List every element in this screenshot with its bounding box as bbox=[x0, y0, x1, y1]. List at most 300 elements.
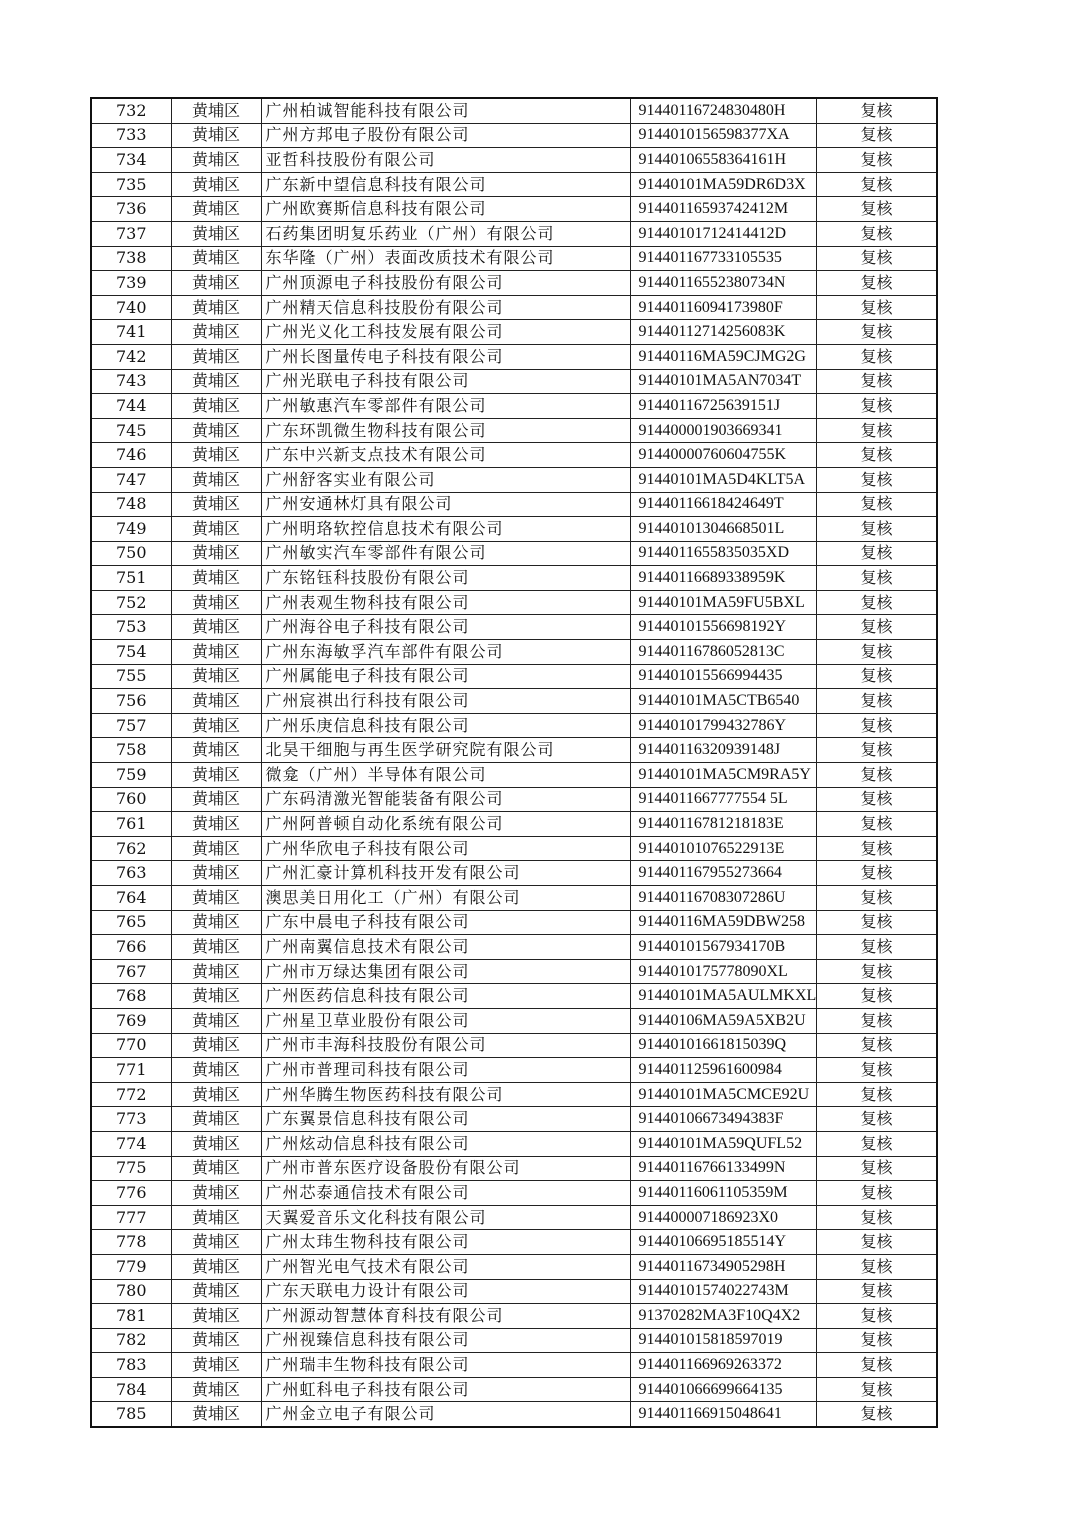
credit-code-cell: 914401167733105535 bbox=[630, 246, 817, 271]
credit-code-cell: 91440112714256083K bbox=[630, 320, 817, 345]
credit-code-cell: 91440116708307286U bbox=[630, 886, 817, 911]
review-type-cell: 复核 bbox=[817, 1254, 937, 1279]
row-number: 765 bbox=[91, 910, 171, 935]
credit-code-cell: 914401015818597019 bbox=[630, 1328, 817, 1353]
district-cell: 黄埔区 bbox=[171, 517, 261, 542]
row-number: 762 bbox=[91, 836, 171, 861]
row-number: 776 bbox=[91, 1181, 171, 1206]
credit-code-cell: 91440116618424649T bbox=[630, 492, 817, 517]
credit-code-cell: 91370282MA3F10Q4X2 bbox=[630, 1304, 817, 1329]
table-row bbox=[91, 541, 937, 566]
company-name-cell: 微龛（广州）半导体有限公司 bbox=[261, 763, 630, 788]
review-type-cell: 复核 bbox=[817, 172, 937, 197]
credit-code-cell: 91440101712414412D bbox=[630, 221, 817, 246]
district-cell: 黄埔区 bbox=[171, 418, 261, 443]
review-type-cell: 复核 bbox=[817, 1230, 937, 1255]
credit-code-cell: 91440116724830480H bbox=[630, 98, 817, 123]
company-name-cell: 广州敏实汽车零部件有限公司 bbox=[261, 541, 630, 566]
table-row bbox=[91, 861, 937, 886]
review-type-cell: 复核 bbox=[817, 664, 937, 689]
district-cell: 黄埔区 bbox=[171, 763, 261, 788]
company-name-cell: 广州敏惠汽车零部件有限公司 bbox=[261, 394, 630, 419]
company-name-cell: 广州明珞软控信息技术有限公司 bbox=[261, 517, 630, 542]
table-row bbox=[91, 492, 937, 517]
review-type-cell: 复核 bbox=[817, 713, 937, 738]
table-row bbox=[91, 295, 937, 320]
review-type-cell: 复核 bbox=[817, 517, 937, 542]
company-name-cell: 广州市丰海科技股份有限公司 bbox=[261, 1033, 630, 1058]
row-number: 771 bbox=[91, 1058, 171, 1083]
table-row bbox=[91, 1230, 937, 1255]
row-number: 756 bbox=[91, 689, 171, 714]
review-type-cell: 复核 bbox=[817, 1279, 937, 1304]
table-row bbox=[91, 320, 937, 345]
credit-code-cell: 9144011655835035XD bbox=[630, 541, 817, 566]
credit-code-cell: 91440101MA5D4KLT5A bbox=[630, 467, 817, 492]
credit-code-cell: 91440101MA5AN7034T bbox=[630, 369, 817, 394]
review-type-cell: 复核 bbox=[817, 689, 937, 714]
row-number: 745 bbox=[91, 418, 171, 443]
review-type-cell: 复核 bbox=[817, 344, 937, 369]
district-cell: 黄埔区 bbox=[171, 1156, 261, 1181]
company-name-cell: 广州市万绿达集团有限公司 bbox=[261, 959, 630, 984]
table-row bbox=[91, 1402, 937, 1427]
row-number: 763 bbox=[91, 861, 171, 886]
table-row bbox=[91, 738, 937, 763]
company-name-cell: 广州瑞丰生物科技有限公司 bbox=[261, 1353, 630, 1378]
company-name-cell: 石药集团明复乐药业（广州）有限公司 bbox=[261, 221, 630, 246]
company-name-cell: 广州华欣电子科技有限公司 bbox=[261, 836, 630, 861]
review-type-cell: 复核 bbox=[817, 1107, 937, 1132]
credit-code-cell: 91440116781218183E bbox=[630, 812, 817, 837]
credit-code-cell: 91440101MA59FU5BXL bbox=[630, 590, 817, 615]
company-name-cell: 广州汇豪计算机科技开发有限公司 bbox=[261, 861, 630, 886]
row-number: 781 bbox=[91, 1304, 171, 1329]
credit-code-cell: 914401125961600984 bbox=[630, 1058, 817, 1083]
district-cell: 黄埔区 bbox=[171, 271, 261, 296]
table-row bbox=[91, 1377, 937, 1402]
district-cell: 黄埔区 bbox=[171, 1304, 261, 1329]
company-name-cell: 北昊干细胞与再生医学研究院有限公司 bbox=[261, 738, 630, 763]
district-cell: 黄埔区 bbox=[171, 984, 261, 1009]
table-row bbox=[91, 1279, 937, 1304]
review-type-cell: 复核 bbox=[817, 1008, 937, 1033]
company-name-cell: 广州源动智慧体育科技有限公司 bbox=[261, 1304, 630, 1329]
row-number: 769 bbox=[91, 1008, 171, 1033]
credit-code-cell: 91440101304668501L bbox=[630, 517, 817, 542]
district-cell: 黄埔区 bbox=[171, 1107, 261, 1132]
review-type-cell: 复核 bbox=[817, 1328, 937, 1353]
district-cell: 黄埔区 bbox=[171, 1377, 261, 1402]
district-cell: 黄埔区 bbox=[171, 246, 261, 271]
district-cell: 黄埔区 bbox=[171, 836, 261, 861]
credit-code-cell: 91440116094173980F bbox=[630, 295, 817, 320]
table-row bbox=[91, 836, 937, 861]
row-number: 743 bbox=[91, 369, 171, 394]
table-row bbox=[91, 148, 937, 173]
review-type-cell: 复核 bbox=[817, 123, 937, 148]
row-number: 759 bbox=[91, 763, 171, 788]
row-number: 778 bbox=[91, 1230, 171, 1255]
credit-code-cell: 91440116689338959K bbox=[630, 566, 817, 591]
credit-code-cell: 91440116593742412M bbox=[630, 197, 817, 222]
district-cell: 黄埔区 bbox=[171, 566, 261, 591]
credit-code-cell: 91440101MA5CMCE92U bbox=[630, 1082, 817, 1107]
district-cell: 黄埔区 bbox=[171, 886, 261, 911]
company-name-cell: 广州虹科电子科技有限公司 bbox=[261, 1377, 630, 1402]
review-type-cell: 复核 bbox=[817, 640, 937, 665]
row-number: 775 bbox=[91, 1156, 171, 1181]
credit-code-cell: 91440106558364161H bbox=[630, 148, 817, 173]
company-name-cell: 广州顶源电子科技股份有限公司 bbox=[261, 271, 630, 296]
credit-code-cell: 91440101MA5CM9RA5Y bbox=[630, 763, 817, 788]
credit-code-cell: 91440101MA59DR6D3X bbox=[630, 172, 817, 197]
row-number: 754 bbox=[91, 640, 171, 665]
review-type-cell: 复核 bbox=[817, 418, 937, 443]
company-name-cell: 广州东海敏孚汽车部件有限公司 bbox=[261, 640, 630, 665]
district-cell: 黄埔区 bbox=[171, 1033, 261, 1058]
district-cell: 黄埔区 bbox=[171, 1205, 261, 1230]
table-row bbox=[91, 664, 937, 689]
district-cell: 黄埔区 bbox=[171, 197, 261, 222]
table-row bbox=[91, 590, 937, 615]
row-number: 768 bbox=[91, 984, 171, 1009]
table-row bbox=[91, 172, 937, 197]
district-cell: 黄埔区 bbox=[171, 1181, 261, 1206]
review-type-cell: 复核 bbox=[817, 467, 937, 492]
table-row bbox=[91, 98, 937, 123]
row-number: 748 bbox=[91, 492, 171, 517]
table-row bbox=[91, 1082, 937, 1107]
review-type-cell: 复核 bbox=[817, 394, 937, 419]
review-type-cell: 复核 bbox=[817, 812, 937, 837]
review-type-cell: 复核 bbox=[817, 1304, 937, 1329]
table-row bbox=[91, 1008, 937, 1033]
company-name-cell: 广州光义化工科技发展有限公司 bbox=[261, 320, 630, 345]
company-name-cell: 广州欧赛斯信息科技有限公司 bbox=[261, 197, 630, 222]
company-name-cell: 广州光联电子科技有限公司 bbox=[261, 369, 630, 394]
company-name-cell: 广州精天信息科技股份有限公司 bbox=[261, 295, 630, 320]
company-name-cell: 澳思美日用化工（广州）有限公司 bbox=[261, 886, 630, 911]
table-row bbox=[91, 713, 937, 738]
credit-code-cell: 91440116786052813C bbox=[630, 640, 817, 665]
district-cell: 黄埔区 bbox=[171, 394, 261, 419]
company-name-cell: 广州华腾生物医药科技有限公司 bbox=[261, 1082, 630, 1107]
company-name-cell: 广州柏诚智能科技有限公司 bbox=[261, 98, 630, 123]
row-number: 755 bbox=[91, 664, 171, 689]
credit-code-cell: 91440101MA5CTB6540 bbox=[630, 689, 817, 714]
table-row bbox=[91, 394, 937, 419]
company-name-cell: 广东码清激光智能装备有限公司 bbox=[261, 787, 630, 812]
row-number: 782 bbox=[91, 1328, 171, 1353]
district-cell: 黄埔区 bbox=[171, 935, 261, 960]
review-type-cell: 复核 bbox=[817, 1082, 937, 1107]
table-row bbox=[91, 935, 937, 960]
district-cell: 黄埔区 bbox=[171, 812, 261, 837]
row-number: 750 bbox=[91, 541, 171, 566]
district-cell: 黄埔区 bbox=[171, 1353, 261, 1378]
row-number: 758 bbox=[91, 738, 171, 763]
row-number: 785 bbox=[91, 1402, 171, 1427]
table-row bbox=[91, 123, 937, 148]
table-row bbox=[91, 1353, 937, 1378]
review-type-cell: 复核 bbox=[817, 492, 937, 517]
row-number: 739 bbox=[91, 271, 171, 296]
review-type-cell: 复核 bbox=[817, 861, 937, 886]
row-number: 774 bbox=[91, 1131, 171, 1156]
credit-code-cell: 91440116MA59CJMG2G bbox=[630, 344, 817, 369]
table-row bbox=[91, 271, 937, 296]
credit-code-cell: 91440101076522913E bbox=[630, 836, 817, 861]
company-list-table bbox=[90, 97, 938, 1428]
row-number: 757 bbox=[91, 713, 171, 738]
credit-code-cell: 914400007186923X0 bbox=[630, 1205, 817, 1230]
company-name-cell: 广东新中望信息科技有限公司 bbox=[261, 172, 630, 197]
table-row bbox=[91, 467, 937, 492]
review-type-cell: 复核 bbox=[817, 836, 937, 861]
review-type-cell: 复核 bbox=[817, 1181, 937, 1206]
row-number: 733 bbox=[91, 123, 171, 148]
table-row bbox=[91, 1181, 937, 1206]
district-cell: 黄埔区 bbox=[171, 738, 261, 763]
district-cell: 黄埔区 bbox=[171, 443, 261, 468]
credit-code-cell: 91440101567934170B bbox=[630, 935, 817, 960]
district-cell: 黄埔区 bbox=[171, 1058, 261, 1083]
company-name-cell: 广州太玮生物科技有限公司 bbox=[261, 1230, 630, 1255]
review-type-cell: 复核 bbox=[817, 984, 937, 1009]
district-cell: 黄埔区 bbox=[171, 615, 261, 640]
row-number: 742 bbox=[91, 344, 171, 369]
table-row bbox=[91, 984, 937, 1009]
district-cell: 黄埔区 bbox=[171, 320, 261, 345]
row-number: 747 bbox=[91, 467, 171, 492]
review-type-cell: 复核 bbox=[817, 1033, 937, 1058]
credit-code-cell: 91440106695185514Y bbox=[630, 1230, 817, 1255]
company-name-cell: 广东翼景信息科技有限公司 bbox=[261, 1107, 630, 1132]
company-name-cell: 广州南翼信息技术有限公司 bbox=[261, 935, 630, 960]
company-name-cell: 广州舒客实业有限公司 bbox=[261, 467, 630, 492]
company-name-cell: 广东中兴新支点技术有限公司 bbox=[261, 443, 630, 468]
review-type-cell: 复核 bbox=[817, 566, 937, 591]
credit-code-cell: 91440101556698192Y bbox=[630, 615, 817, 640]
company-name-cell: 广州视臻信息科技有限公司 bbox=[261, 1328, 630, 1353]
review-type-cell: 复核 bbox=[817, 763, 937, 788]
table-row bbox=[91, 640, 937, 665]
district-cell: 黄埔区 bbox=[171, 959, 261, 984]
review-type-cell: 复核 bbox=[817, 1377, 937, 1402]
review-type-cell: 复核 bbox=[817, 1131, 937, 1156]
row-number: 780 bbox=[91, 1279, 171, 1304]
credit-code-cell: 91440116MA59DBW258 bbox=[630, 910, 817, 935]
row-number: 777 bbox=[91, 1205, 171, 1230]
company-name-cell: 广东天联电力设计有限公司 bbox=[261, 1279, 630, 1304]
district-cell: 黄埔区 bbox=[171, 295, 261, 320]
company-name-cell: 广州市普理司科技有限公司 bbox=[261, 1058, 630, 1083]
credit-code-cell: 91440116061105359M bbox=[630, 1181, 817, 1206]
review-type-cell: 复核 bbox=[817, 935, 937, 960]
company-name-cell: 广州宸祺出行科技有限公司 bbox=[261, 689, 630, 714]
table-row bbox=[91, 1304, 937, 1329]
district-cell: 黄埔区 bbox=[171, 1328, 261, 1353]
company-name-cell: 广州方邦电子股份有限公司 bbox=[261, 123, 630, 148]
company-name-cell: 广州安通林灯具有限公司 bbox=[261, 492, 630, 517]
district-cell: 黄埔区 bbox=[171, 689, 261, 714]
district-cell: 黄埔区 bbox=[171, 1230, 261, 1255]
row-number: 735 bbox=[91, 172, 171, 197]
review-type-cell: 复核 bbox=[817, 246, 937, 271]
row-number: 761 bbox=[91, 812, 171, 837]
credit-code-cell: 91440101MA5AULMKXL bbox=[630, 984, 817, 1009]
review-type-cell: 复核 bbox=[817, 1058, 937, 1083]
review-type-cell: 复核 bbox=[817, 615, 937, 640]
row-number: 740 bbox=[91, 295, 171, 320]
credit-code-cell: 91440116734905298H bbox=[630, 1254, 817, 1279]
table-row bbox=[91, 1107, 937, 1132]
table-row bbox=[91, 443, 937, 468]
credit-code-cell: 914401166969263372 bbox=[630, 1353, 817, 1378]
table-row bbox=[91, 369, 937, 394]
table-row bbox=[91, 1328, 937, 1353]
credit-code-cell: 914401015566994435 bbox=[630, 664, 817, 689]
table-body bbox=[91, 98, 937, 1427]
company-name-cell: 广州星卫草业股份有限公司 bbox=[261, 1008, 630, 1033]
row-number: 734 bbox=[91, 148, 171, 173]
review-type-cell: 复核 bbox=[817, 1353, 937, 1378]
row-number: 760 bbox=[91, 787, 171, 812]
company-name-cell: 广州属能电子科技有限公司 bbox=[261, 664, 630, 689]
review-type-cell: 复核 bbox=[817, 148, 937, 173]
review-type-cell: 复核 bbox=[817, 1205, 937, 1230]
district-cell: 黄埔区 bbox=[171, 467, 261, 492]
review-type-cell: 复核 bbox=[817, 271, 937, 296]
review-type-cell: 复核 bbox=[817, 910, 937, 935]
table-row bbox=[91, 1058, 937, 1083]
credit-code-cell: 91440000760604755K bbox=[630, 443, 817, 468]
district-cell: 黄埔区 bbox=[171, 492, 261, 517]
row-number: 751 bbox=[91, 566, 171, 591]
table-row bbox=[91, 246, 937, 271]
table-row bbox=[91, 615, 937, 640]
credit-code-cell: 914400001903669341 bbox=[630, 418, 817, 443]
review-type-cell: 复核 bbox=[817, 320, 937, 345]
credit-code-cell: 914401167955273664 bbox=[630, 861, 817, 886]
company-name-cell: 广州金立电子有限公司 bbox=[261, 1402, 630, 1427]
company-name-cell: 广州表观生物科技有限公司 bbox=[261, 590, 630, 615]
district-cell: 黄埔区 bbox=[171, 369, 261, 394]
row-number: 732 bbox=[91, 98, 171, 123]
company-name-cell: 广州医药信息科技有限公司 bbox=[261, 984, 630, 1009]
credit-code-cell: 91440101574022743M bbox=[630, 1279, 817, 1304]
row-number: 736 bbox=[91, 197, 171, 222]
district-cell: 黄埔区 bbox=[171, 787, 261, 812]
table-row bbox=[91, 344, 937, 369]
row-number: 770 bbox=[91, 1033, 171, 1058]
table-row bbox=[91, 1156, 937, 1181]
review-type-cell: 复核 bbox=[817, 590, 937, 615]
company-name-cell: 东华隆（广州）表面改质技术有限公司 bbox=[261, 246, 630, 271]
row-number: 746 bbox=[91, 443, 171, 468]
row-number: 773 bbox=[91, 1107, 171, 1132]
district-cell: 黄埔区 bbox=[171, 1082, 261, 1107]
row-number: 744 bbox=[91, 394, 171, 419]
company-name-cell: 广东中晨电子科技有限公司 bbox=[261, 910, 630, 935]
review-type-cell: 复核 bbox=[817, 886, 937, 911]
credit-code-cell: 91440116766133499N bbox=[630, 1156, 817, 1181]
row-number: 772 bbox=[91, 1082, 171, 1107]
company-name-cell: 广州长图量传电子科技有限公司 bbox=[261, 344, 630, 369]
district-cell: 黄埔区 bbox=[171, 98, 261, 123]
review-type-cell: 复核 bbox=[817, 959, 937, 984]
company-name-cell: 广州海谷电子科技有限公司 bbox=[261, 615, 630, 640]
district-cell: 黄埔区 bbox=[171, 861, 261, 886]
review-type-cell: 复核 bbox=[817, 295, 937, 320]
district-cell: 黄埔区 bbox=[171, 1254, 261, 1279]
district-cell: 黄埔区 bbox=[171, 664, 261, 689]
review-type-cell: 复核 bbox=[817, 443, 937, 468]
credit-code-cell: 9144010175778090XL bbox=[630, 959, 817, 984]
table-row bbox=[91, 197, 937, 222]
table-row bbox=[91, 763, 937, 788]
row-number: 764 bbox=[91, 886, 171, 911]
company-name-cell: 广东铭钰科技股份有限公司 bbox=[261, 566, 630, 591]
row-number: 784 bbox=[91, 1377, 171, 1402]
table-row bbox=[91, 221, 937, 246]
district-cell: 黄埔区 bbox=[171, 1279, 261, 1304]
row-number: 753 bbox=[91, 615, 171, 640]
district-cell: 黄埔区 bbox=[171, 640, 261, 665]
credit-code-cell: 91440116320939148J bbox=[630, 738, 817, 763]
review-type-cell: 复核 bbox=[817, 98, 937, 123]
row-number: 783 bbox=[91, 1353, 171, 1378]
company-name-cell: 广州智光电气技术有限公司 bbox=[261, 1254, 630, 1279]
company-name-cell: 广州乐庚信息科技有限公司 bbox=[261, 713, 630, 738]
district-cell: 黄埔区 bbox=[171, 541, 261, 566]
district-cell: 黄埔区 bbox=[171, 713, 261, 738]
company-name-cell: 广东环凯微生物科技有限公司 bbox=[261, 418, 630, 443]
credit-code-cell: 91440106MA59A5XB2U bbox=[630, 1008, 817, 1033]
table-row bbox=[91, 689, 937, 714]
table-row bbox=[91, 1131, 937, 1156]
district-cell: 黄埔区 bbox=[171, 221, 261, 246]
row-number: 767 bbox=[91, 959, 171, 984]
row-number: 741 bbox=[91, 320, 171, 345]
credit-code-cell: 91440101MA59QUFL52 bbox=[630, 1131, 817, 1156]
table-row bbox=[91, 517, 937, 542]
company-name-cell: 广州芯泰通信技术有限公司 bbox=[261, 1181, 630, 1206]
company-name-cell: 亚哲科技股份有限公司 bbox=[261, 148, 630, 173]
company-name-cell: 天翼爱音乐文化科技有限公司 bbox=[261, 1205, 630, 1230]
table-row bbox=[91, 1033, 937, 1058]
review-type-cell: 复核 bbox=[817, 1156, 937, 1181]
district-cell: 黄埔区 bbox=[171, 590, 261, 615]
table-row bbox=[91, 812, 937, 837]
row-number: 766 bbox=[91, 935, 171, 960]
credit-code-cell: 91440116552380734N bbox=[630, 271, 817, 296]
credit-code-cell: 91440101661815039Q bbox=[630, 1033, 817, 1058]
credit-code-cell: 914401166915048641 bbox=[630, 1402, 817, 1427]
row-number: 779 bbox=[91, 1254, 171, 1279]
table-row bbox=[91, 566, 937, 591]
company-name-cell: 广州炫动信息科技有限公司 bbox=[261, 1131, 630, 1156]
review-type-cell: 复核 bbox=[817, 197, 937, 222]
district-cell: 黄埔区 bbox=[171, 172, 261, 197]
review-type-cell: 复核 bbox=[817, 787, 937, 812]
row-number: 749 bbox=[91, 517, 171, 542]
table-row bbox=[91, 787, 937, 812]
table-row bbox=[91, 910, 937, 935]
district-cell: 黄埔区 bbox=[171, 910, 261, 935]
credit-code-cell: 9144011667777554 5L bbox=[630, 787, 817, 812]
